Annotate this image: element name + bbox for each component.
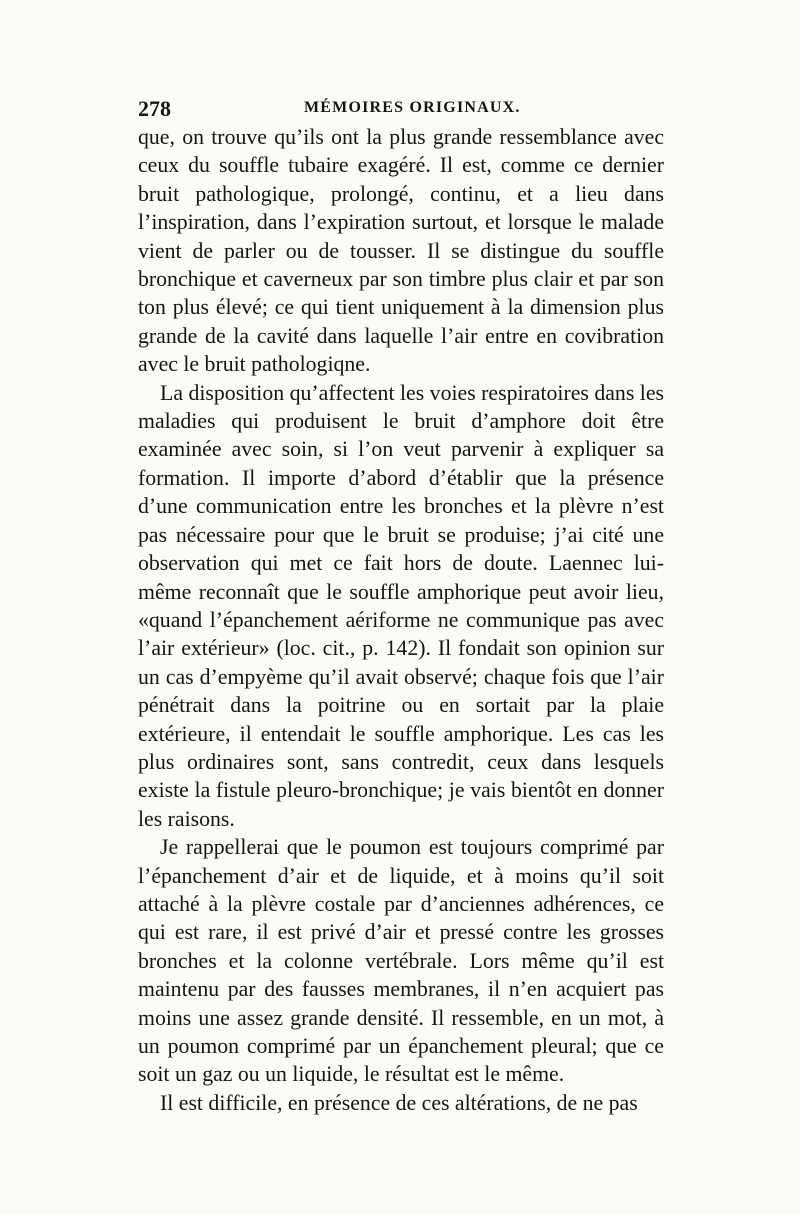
running-title: MÉMOIRES ORIGINAUX. xyxy=(304,99,521,116)
paragraph-3: Je rappellerai que le poumon est toujours comprimé par l’épanchement d’air et de liquide, et à moins qu’il soit attaché à la plèvre costale par d’anciennes adhérences, ce qui est rare, il est privé d’air et pressé contre les grosses bronches et la colonne vertébrale. Lors même qu’il est maintenu par des fausses membranes, il n’en acquiert pas moins une assez grande densité. Il ressemble, en un mot, à un poumon comprimé par un épanchement pleural; que ce soit un gaz ou un liquide, le résultat est le même. xyxy=(138,835,664,1087)
running-header xyxy=(138,96,664,122)
body-text xyxy=(138,123,664,1117)
paragraph-2: La disposition qu’affectent les voies respiratoires dans les maladies qui produisent le bruit d’amphore doit être examinée avec soin, si l’on veut parvenir à expliquer sa formation. Il importe d’abord d’établir que la présence d’une communication entre les bronches et la plèvre n’est pas nécessaire pour que le bruit se produise; j’ai cité une observation qui met ce fait hors de doute. Laennec lui-même reconnaît que le souffle amphorique peut avoir lieu, «quand l’épanchement aériforme ne communique pas avec l’air extérieur» (loc. cit., p. 142). Il fondait son opinion sur un cas d’empyème qu’il avait observé; chaque fois que l’air pénétrait dans la poitrine ou en sortait par la plaie extérieure, il entendait le souffle amphorique. Les cas les plus ordinaires sont, sans contredit, ceux dans lesquels existe la fistule pleuro-bronchique; je vais bientôt en donner les raisons. xyxy=(138,380,664,831)
page-number: 278 xyxy=(138,96,171,121)
paragraph-4: Il est difficile, en présence de ces altérations, de ne pas xyxy=(160,1090,638,1115)
paragraph-1: que, on trouve qu’ils ont la plus grande ressemblance avec ceux du souffle tubaire exagéré. Il est, comme ce dernier bruit pathologique, prolongé, continu, et a lieu dans l’inspiration, dans l’expiration surtout, et lorsque le malade vient de parler ou de tousser. Il se distingue du souffle bronchique et caverneux par son timbre plus clair et par son ton plus élevé; ce qui tient uniquement à la dimension plus grande de la cavité dans laquelle l’air entre en covibration avec le bruit pathologiqne. xyxy=(138,125,664,377)
